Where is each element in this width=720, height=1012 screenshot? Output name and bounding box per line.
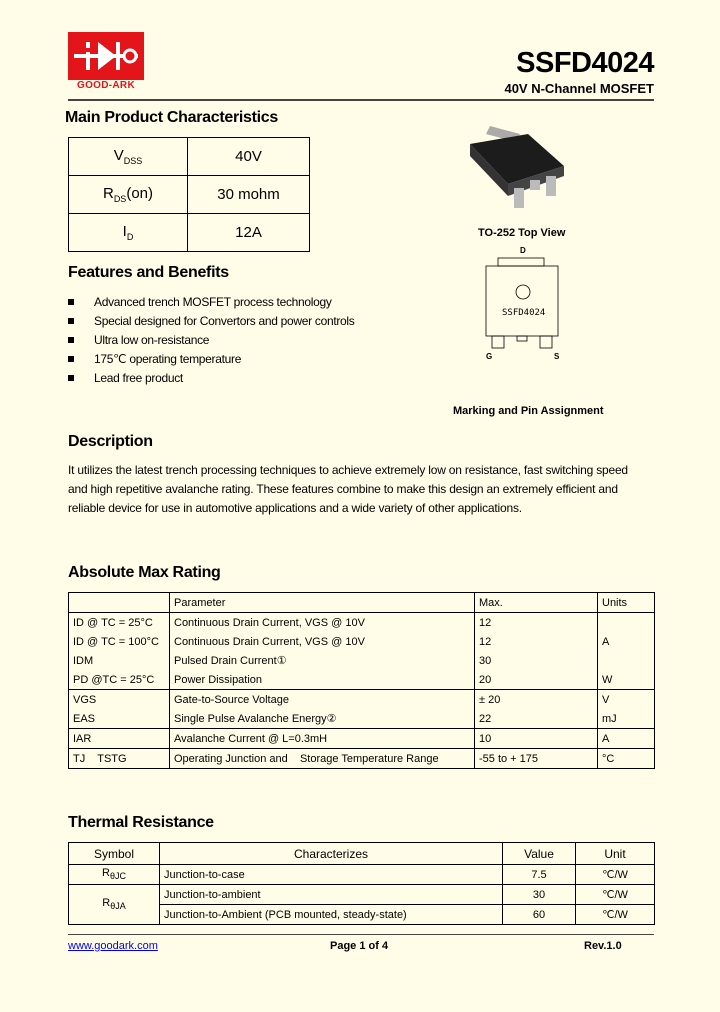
table-row: VGS Gate-to-Source Voltage ± 20 V — [69, 690, 655, 710]
revision: Rev.1.0 — [584, 940, 622, 952]
features-title: Features and Benefits — [68, 264, 229, 281]
pin-drain-label: D — [520, 246, 526, 255]
list-item: Lead free product — [68, 368, 355, 387]
features-list — [68, 292, 355, 387]
main-characteristics-table — [68, 137, 310, 252]
table-row: PD @TC = 25°C Power Dissipation 20 W — [69, 670, 655, 690]
package-view-label: TO-252 Top View — [478, 227, 566, 239]
header-divider — [68, 99, 654, 101]
part-subtitle: 40V N-Channel MOSFET — [504, 81, 654, 96]
table-row: $R_{\theta JC}$ Junction-to-case 7.5 ℃/W — [69, 865, 655, 885]
page-indicator: Page 1 of 4 — [330, 940, 389, 952]
table-row: $R_{\theta JA}$ Junction-to-ambient 30 ℃/W — [69, 885, 655, 905]
table-row: EAS Single Pulse Avalanche Energy② 22 mJ — [69, 709, 655, 729]
pin-gate-label: G — [486, 352, 493, 361]
abs-max-table — [68, 592, 655, 769]
table-row: TJ TSTG Operating Junction and Storage Temperature Range -55 to + 175 °C — [69, 749, 655, 769]
brand-name: GOOD-ARK — [77, 80, 135, 91]
table-row: IDM Pulsed Drain Current① 30 — [69, 651, 655, 670]
package-marking: SSFD4024 — [502, 308, 546, 318]
main-characteristics-title: Main Product Characteristics — [65, 109, 278, 126]
table-row: ID @ TC = 25°C Continuous Drain Current, VGS @ 10V 12 — [69, 613, 655, 633]
bullet-icon — [68, 299, 74, 305]
part-number: SSFD4024 — [516, 47, 654, 79]
list-item: Ultra low on-resistance — [68, 330, 355, 349]
table-header-row: Symbol Characterizes Value Unit — [69, 843, 655, 865]
footer-divider — [68, 934, 654, 935]
pin-source-label: S — [554, 352, 560, 361]
abs-max-title: Absolute Max Rating — [68, 564, 221, 581]
bullet-icon — [68, 318, 74, 324]
list-item: 175℃ operating temperature — [68, 349, 355, 368]
bullet-icon — [68, 375, 74, 381]
table-header-row: Parameter Max. Units — [69, 593, 655, 613]
table-row: $R_{DS}(on)$ 30 mohm — [69, 176, 310, 214]
website-link[interactable]: www.goodark.com — [68, 940, 158, 952]
table-row: $V_{DSS}$ 40V — [69, 138, 310, 176]
table-row: $I_D$ 12A — [69, 214, 310, 252]
thermal-title: Thermal Resistance — [68, 814, 214, 831]
pin-assignment-diagram — [480, 246, 580, 366]
to252-package-image — [460, 120, 580, 225]
list-item: Special designed for Convertors and power controls — [68, 311, 355, 330]
description-text: It utilizes the latest trench processing techniques to achieve extremely low on resistance, fast switching speed and high repetitive avalanche rating. These features combine to make this design an extremely efficient and reliable device for use in automotive applications and a wide variety of other applications. — [68, 463, 628, 515]
bullet-icon — [68, 356, 74, 362]
description-title: Description — [68, 433, 153, 450]
list-item: Advanced trench MOSFET process technology — [68, 292, 355, 311]
table-row: IAR Avalanche Current @ L=0.3mH 10 A — [69, 729, 655, 749]
table-row: Junction-to-Ambient (PCB mounted, steady-state) 60 ℃/W — [69, 905, 655, 925]
thermal-table — [68, 842, 655, 925]
pin-assignment-label: Marking and Pin Assignment — [453, 405, 604, 417]
bullet-icon — [68, 337, 74, 343]
table-row: ID @ TC = 100°C Continuous Drain Current, VGS @ 10V 12 A — [69, 632, 655, 651]
